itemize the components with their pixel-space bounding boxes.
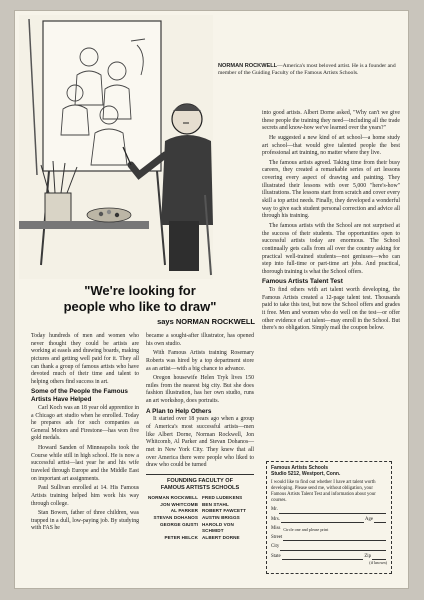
rockwell-caption [218, 63, 398, 78]
coupon-name-line[interactable] [271, 507, 387, 513]
paragraph-howard-sanden: Howard Sanden of Minneapolis took the Course while still in high school. He is now a successful artist—last year he and his wife traveled through Europe and the Middle East on important art assignments. [31, 445, 139, 482]
zip-field[interactable] [372, 554, 386, 560]
coupon-city-label: City [271, 544, 280, 550]
name-field-2[interactable] [281, 517, 364, 523]
faculty-name: NORMAN ROCKWELL [148, 494, 198, 500]
coupon-street-label: Street [271, 535, 283, 541]
faculty-names [146, 495, 254, 542]
paragraph-opportunities: The famous artists with the School are not surprised at the success of their students. The opportunities open to successful artists today are enormous. The School continually gets calls from all over the country asking for practical well-trained students—not geniuses—who can step into full-time or part-time art jobs. And practical, thorough training is what the School offers. [262, 222, 400, 275]
faculty-box [146, 474, 254, 542]
coupon-mrs-line[interactable] [271, 517, 387, 523]
coupon-studio-address: Studio 5212, Westport, Conn. [271, 471, 341, 478]
mail-coupon[interactable] [266, 461, 392, 574]
faculty-name: ALBERT DORNE [202, 534, 240, 540]
age-field[interactable] [374, 517, 386, 523]
faculty-name: AL PARKER [170, 508, 198, 514]
state-field[interactable] [282, 554, 364, 560]
paragraph-plan: It started over 18 years ago when a group of America's most successful artists—men like Albert Dorne, Norman Rockwell, Jon Whitcomb, Al Parker and Stevan Dohanos—met in New York City. They knew that all over America there were people who liked to draw who could be turned [146, 416, 254, 469]
faculty-name: JON WHITCOMB [160, 501, 198, 507]
coupon-state-label: State [271, 553, 281, 559]
name-field[interactable] [279, 508, 386, 514]
faculty-name: GEORGE GIUSTI [159, 521, 198, 527]
coupon-school-name: Famous Artists Schools [271, 465, 329, 471]
paragraph-lessons: The famous artists agreed. Taking time from their busy careers, they created a remarkable series of art lessons covering every aspect of drawing and painting. They illustrated their lessons with over 5,000 "here's-how" illustrations. The lessons start from scratch and cover every skill a top artist needs. Finally, they developed a wonderful way to give each student personal correction and advice all through his training. [262, 159, 400, 220]
faculty-name: HAROLD VON SCHMIDT [202, 521, 234, 534]
coupon-zip-note: (if known) [369, 559, 387, 565]
coupon-mr-label: Mr. [271, 507, 278, 513]
text-column-2 [146, 333, 254, 542]
subhead-talent-test: Famous Artists Talent Test [262, 278, 343, 286]
coupon-circle-note: Circle one and please print [283, 526, 329, 532]
coupon-mrs-label: Mrs. [271, 516, 280, 522]
city-field[interactable] [280, 545, 386, 551]
paragraph-talent-test: To find others with art talent worth developing, the Famous Artists created a 12-page talent test. Thousands paid to take this test, but now the School offers and grades it free. Men and women who do well on the test—or offer other evidence of art talent—may enroll in the School. But there's no obligation. Simply mail the coupon below. [262, 287, 400, 332]
coupon-age-label: Age [365, 516, 373, 522]
faculty-name: STEVAN DOHANOS [153, 514, 198, 520]
headline [35, 283, 245, 316]
faculty-name: ROBERT FAWCETT [202, 508, 247, 514]
subhead-people-helped: Some of the People the Famous Artists Have Helped [31, 388, 128, 404]
paragraph-carl-koch: Carl Koch was an 18 year old apprentice in a Chicago art studio when he enrolled. Today he prepares ads for such companies as General Motors and Firestone—has won five gold medals. [31, 404, 139, 442]
headline-line-1: "We're looking for [84, 283, 196, 298]
faculty-name: PETER HELCK [164, 534, 198, 540]
paragraph-rosemary-roberts: With Famous Artists training Rosemary Roberts was hired by a top department store as an artist—with a big chance to advance. [146, 350, 254, 372]
paragraph-helen-tryk: Oregon housewife Helen Tryk lives 150 miles from the nearest big city. But she does fashion illustration, has her own studio, runs an art workshop, does portraits. [146, 375, 254, 405]
coupon-miss-line [271, 526, 387, 532]
caption-name: NORMAN ROCKWELL [218, 63, 278, 69]
street-field[interactable] [283, 535, 386, 541]
subhead-plan: A Plan to Help Others [146, 407, 212, 415]
paragraph-paul-sullivan: Paul Sullivan enrolled at 14. His Famous Artists training helped him work his way through college. [31, 485, 139, 507]
paragraph-dorne-quote: into good artists. Albert Dorne asked, "Why can't we give these people the training they need—including all the trade secrets and know-how we've learned over the years?" [262, 110, 400, 132]
intro-paragraph: Today hundreds of men and women who never thought they could be artists are working at easels and drawing boards, making pictures and getting well paid for it. They all can thank a group of famous artists who have devoted much of their time and talent to helping others find success in art. [31, 333, 139, 385]
faculty-name: BEN STAHL [202, 501, 229, 507]
text-column-3 [262, 110, 400, 335]
headline-line-2: people who like to draw" [63, 299, 217, 315]
artist-illustration [19, 15, 213, 279]
magazine-page [15, 11, 408, 588]
coupon-body-text: I would like to find out whether I have art talent worth developing. Please send me, without obligation, your Famous Artists Talent Test and information about your courses. [271, 479, 376, 504]
coupon-state-line[interactable] [271, 554, 387, 560]
text-column-1 [31, 333, 139, 535]
paragraph-home-study: He suggested a new kind of art school—a home study art school—that would give talented people the best professional art training, no matter where they live. [262, 134, 400, 157]
faculty-name: AUSTIN BRIGGS [202, 514, 240, 520]
paragraph-stan-bowen-cont: became a sought-after illustrator, has opened his own studio. [146, 333, 254, 347]
paragraph-stan-bowen: Stan Bowen, father of three children, was trapped in a dull, low-paying job. By studying with FAS he [31, 510, 139, 532]
coupon-street-line[interactable] [271, 535, 387, 541]
faculty-name: FRED LUDEKENS [202, 494, 243, 500]
coupon-city-line[interactable] [271, 544, 387, 550]
headline-attribution: says NORMAN ROCKWELL [157, 317, 255, 326]
faculty-title-1: FOUNDING FACULTY OF [167, 477, 233, 484]
coupon-miss-label: Miss [271, 525, 281, 531]
faculty-title-2: FAMOUS ARTISTS SCHOOLS [160, 484, 240, 491]
coupon-zip-label: Zip [364, 553, 371, 559]
caption-text: —America's most beloved artist. He is a founder and member of the Guiding Faculty of the Famous Artists Schools. [218, 63, 396, 77]
